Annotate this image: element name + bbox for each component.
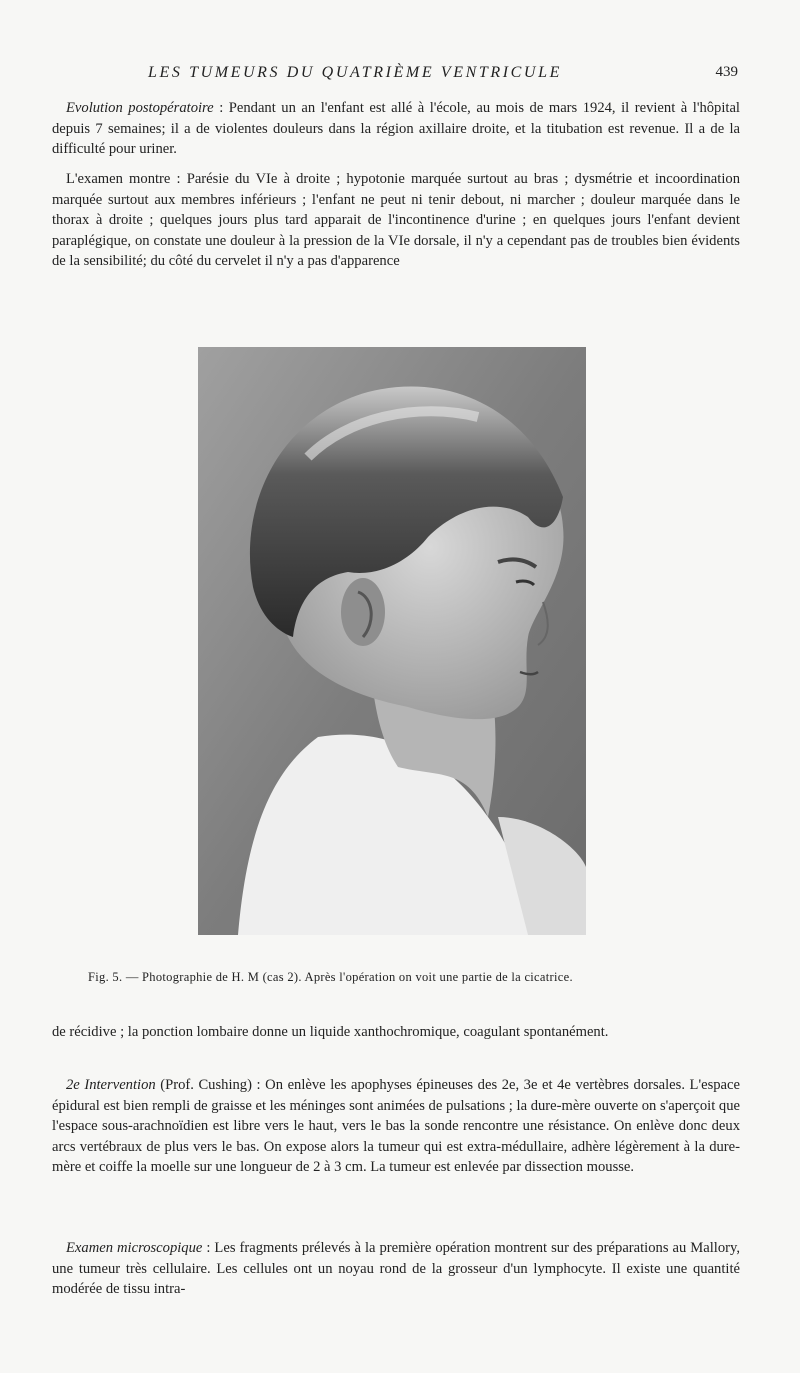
paragraph-second-intervention — [52, 1075, 740, 1178]
running-header — [148, 64, 738, 88]
paragraph-text: : Les fragments prélevés à la première opération montrent sur des préparations au Mallory, une tumeur très cellulaire. Les cellules ont un noyau rond de la grosseur d'un lymphocyte. Il existe une quantité modérée de tissu intra- — [52, 1240, 740, 1297]
patient-photograph — [198, 347, 586, 935]
paragraph-recidive — [52, 1022, 740, 1043]
page-number: 439 — [715, 64, 738, 80]
paragraph-postoperative — [52, 98, 740, 160]
paragraph-text: : Pendant un an l'enfant est allé à l'école, au mois de mars 1924, il revient à l'hôpital depuis 7 semaines; il a de violentes douleurs dans la région axillaire droite, et la titubation est revenue. Il a de la difficulté pour uriner. — [52, 100, 740, 157]
paragraph-text: de récidive ; la ponction lombaire donne un liquide xanthochromique, coagulant spontanément. — [52, 1024, 609, 1040]
paragraph-text: L'examen montre : Parésie du VIe à droite ; hypotonie marquée surtout au bras ; dysmétrie et incoordination marquée surtout aux membres inférieurs ; l'enfant ne peut ni tenir debout, ni marcher ; douleur marquée dans le thorax à droite ; quelques jours plus tard apparait de l'incontinence d'urine ; en quelques jours l'enfant devient paraplégique, on constate une douleur à la pression de la VIe dorsale, il n'y a cependant pas de troubles bien évidents de la sensibilité; du côté du cervelet il n'y a pas d'apparence — [52, 171, 740, 269]
paragraph-lead: Evolution postopératoire — [66, 100, 214, 116]
photograph-image — [198, 347, 586, 935]
paragraph-lead: Examen microscopique — [66, 1240, 203, 1256]
paragraph-examination — [52, 169, 740, 272]
paragraph-microscopic-exam — [52, 1238, 740, 1300]
figure-caption: Fig. 5. — Photographie de H. M (cas 2). Après l'opération on voit une partie de la cicatrice. — [88, 970, 573, 984]
paragraph-text: (Prof. Cushing) : On enlève les apophyses épineuses des 2e, 3e et 4e vertèbres dorsales. L'espace épidural est bien rempli de graisse et les méninges sont animées de pulsations ; la dure-mère ouverte on s'aperçoit que l'espace sous-arachnoïdien est libre vers le haut, vers le bas la sonde rencontre une résistance. On enlève donc deux arcs vertébraux de plus vers le bas. On expose alors la tumeur qui est extra-médullaire, adhère légèrement à la dure-mère et coiffe la moelle sur une longueur de 2 à 3 cm. La tumeur est enlevée par dissection mousse. — [52, 1077, 740, 1175]
paragraph-lead: 2e Intervention — [66, 1077, 156, 1093]
running-title: LES TUMEURS DU QUATRIÈME VENTRICULE — [148, 64, 562, 81]
